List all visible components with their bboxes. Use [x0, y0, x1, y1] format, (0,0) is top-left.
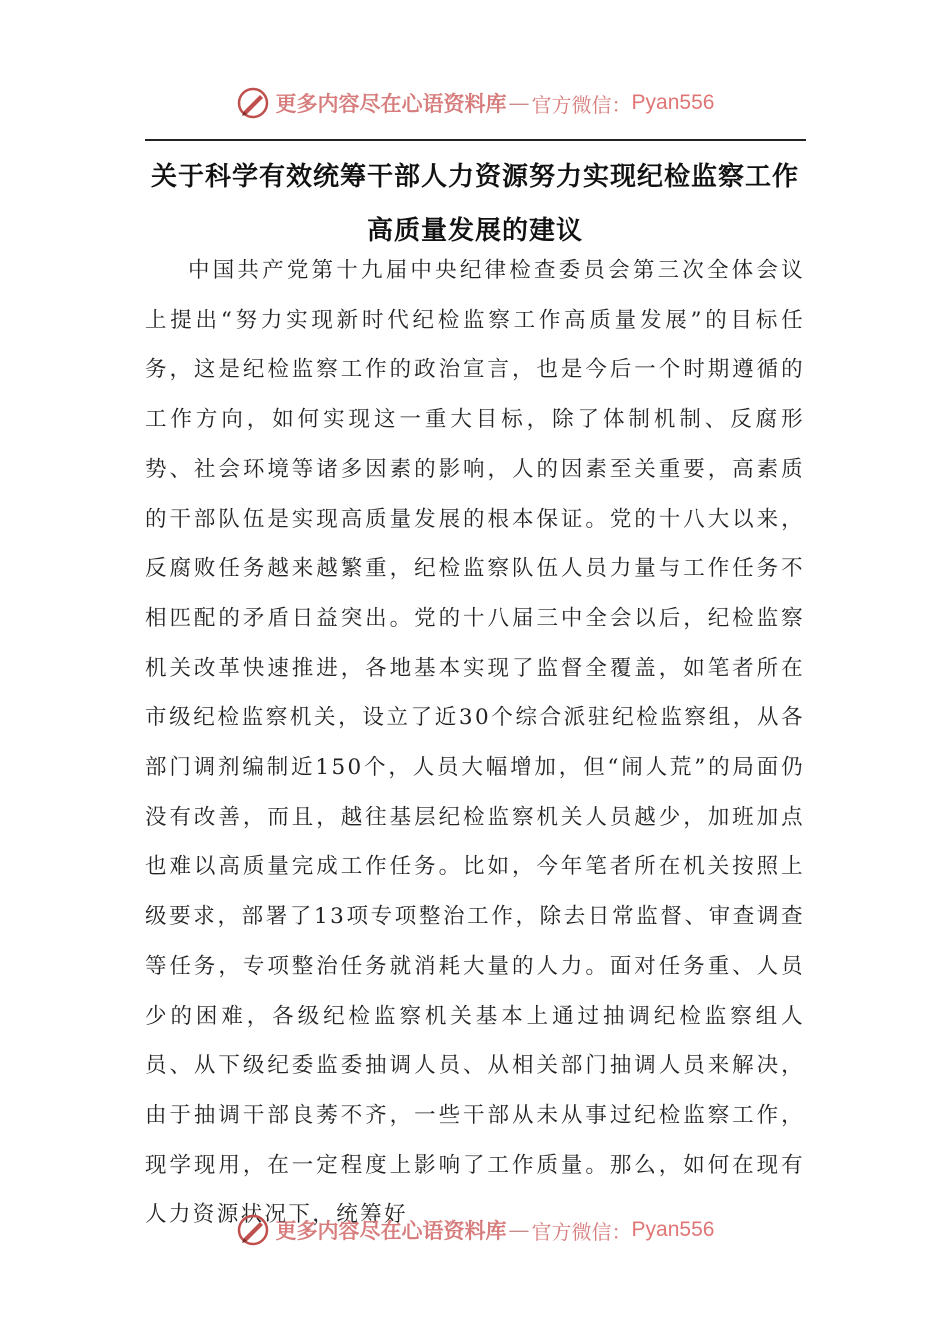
banner-dash: —	[508, 1218, 530, 1242]
banner-main-text: 更多内容尽在心语资料库	[275, 91, 507, 116]
banner-wechat-id: Pyan556	[631, 1218, 715, 1241]
header-divider	[145, 139, 806, 141]
document-title: 关于科学有效统筹干部人力资源努力实现纪检监察工作高质量发展的建议	[150, 162, 799, 246]
banner-dash: —	[508, 91, 530, 115]
header-banner	[0, 83, 950, 123]
banner-wechat-id: Pyan556	[631, 91, 715, 114]
pen-logo-icon	[236, 1213, 270, 1247]
pen-logo-icon	[236, 86, 270, 120]
banner-main-text: 更多内容尽在心语资料库	[275, 1218, 507, 1243]
banner-wechat-label: 官方微信：	[531, 1219, 632, 1244]
footer-banner	[0, 1210, 950, 1250]
document-paragraph: 中国共产党第十九届中央纪律检查委员会第三次全体会议上提出“努力实现新时代纪检监察工作高质量发展”的目标任务，这是纪检监察工作的政治宣言，也是今后一个时期遵循的工作方向，如何实现这一重大目标，除了体制机制、反腐形势、社会环境等诸多因素的影响，人的因素至关重要，高素质的干部队伍是实现高质量发展的根本保证。党的十八大以来，反腐败任务越来越繁重，纪检监察队伍人员力量与工作任务不相匹配的矛盾日益突出。党的十八届三中全会以后，纪检监察机关改革快速推进，各地基本实现了监督全覆盖，如笔者所在市级纪检监察机关，设立了近30个综合派驻纪检监察组，从各部门调剂编制近150个，人员大幅增加，但“闹人荒”的局面仍没有改善，而且，越往基层纪检监察机关人员越少，加班加点也难以高质量完成工作任务。比如，今年笔者所在机关按照上级要求，部署了13项专项整治工作，除去日常监督、审查调查等任务，专项整治任务就消耗大量的人力。面对任务重、人员少的困难，各级纪检监察机关基本上通过抽调纪检监察组人员、从下级纪委监委抽调人员、从相关部门抽调人员来解决，由于抽调干部良莠不齐，一些干部从未从事过纪检监察工作，现学现用，在一定程度上影响了工作质量。那么，如何在现有人力资源状况下，统筹好	[145, 258, 805, 1228]
banner-wechat-label: 官方微信：	[531, 92, 632, 117]
